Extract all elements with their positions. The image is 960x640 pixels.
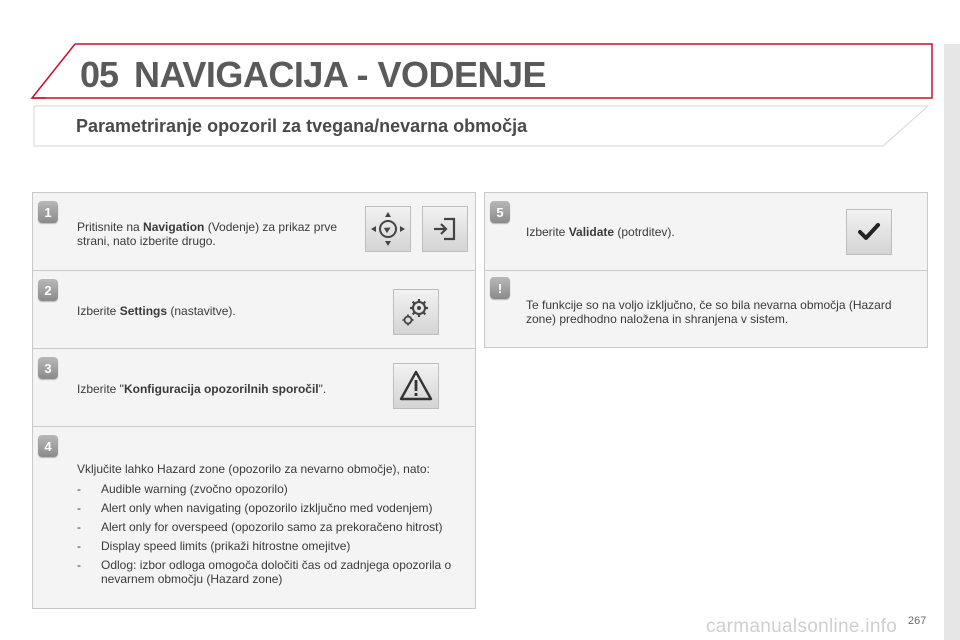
option-label: Audible warning (zvočno opozorilo) [101, 482, 288, 496]
steps-panel-right [484, 192, 928, 348]
note-exclamation-icon: ! [490, 277, 510, 299]
step-row-1 [33, 193, 475, 271]
option-label: Alert only for overspeed (opozorilo samo za prekoračeno hitrost) [101, 520, 443, 534]
list-dash: - [77, 539, 81, 553]
navigation-joystick-icon [368, 209, 408, 249]
step-1-bold: Navigation [143, 220, 205, 234]
list-dash: - [77, 520, 81, 534]
step-5-text-before: Izberite [526, 225, 569, 239]
hazard-option-list [77, 482, 473, 586]
step-2-bold: Settings [119, 304, 168, 318]
step-text-4 [77, 462, 473, 591]
hazard-alerts-button[interactable] [393, 363, 439, 409]
settings-gears-icon [398, 294, 434, 330]
settings-button[interactable] [393, 289, 439, 335]
section-title: Parametriranje opozoril za tvegana/nevarna območja [76, 116, 528, 136]
step-1-text-after: (Vodenje) za prikaz prve strani, nato izberite drugo. [77, 220, 338, 248]
step-2-text-after: (nastavitve). [167, 304, 236, 318]
chapter-number: 05 [80, 54, 119, 95]
step-text-3 [77, 382, 377, 396]
note-text: Te funkcije so na voljo izključno, če so bila nevarna območja (Hazard zone) predhodno naložena in shranjena v sistem. [526, 298, 892, 326]
list-dash: - [77, 501, 81, 515]
step-text-2 [77, 304, 347, 318]
navigation-button[interactable] [365, 206, 411, 252]
step-badge-2: 2 [38, 279, 58, 301]
checkmark-icon [855, 218, 883, 246]
step-3-bold: Konfiguracija opozorilnih sporočil [123, 382, 319, 396]
step-row-2 [33, 271, 475, 349]
hazard-option [77, 539, 473, 553]
hazard-option [77, 520, 473, 534]
step-1-text-before: Pritisnite na [77, 220, 144, 234]
step-5-bold: Validate [568, 225, 615, 239]
step-5-text-after: (potrditev). [614, 225, 675, 239]
option-label: Display speed limits (prikaži hitrostne omejitve) [101, 539, 351, 553]
validate-button[interactable] [846, 209, 892, 255]
option-label: Odlog: izbor odloga omogoča določiti čas od zadnjega opozorila o nevarnem območju (Hazard zone) [101, 558, 452, 586]
hazard-option [77, 501, 473, 515]
watermark: carmanualsonline.info [706, 616, 898, 637]
step-text-1 [77, 220, 347, 248]
list-dash: - [77, 482, 81, 496]
step-text-5 [526, 225, 826, 239]
list-dash: - [77, 558, 81, 572]
page-next-button[interactable] [422, 206, 468, 252]
chapter-title: NAVIGACIJA - VODENJE [134, 54, 547, 95]
note-row [485, 271, 927, 349]
step-badge-3: 3 [38, 357, 58, 379]
page-next-icon [430, 214, 460, 244]
step-row-3 [33, 349, 475, 427]
step-row-4 [33, 427, 475, 609]
hazard-option [77, 558, 473, 586]
step-row-5 [485, 193, 927, 271]
step-badge-1: 1 [38, 201, 58, 223]
step-badge-5: 5 [490, 201, 510, 223]
steps-panel-left [32, 192, 476, 609]
step-badge-4: 4 [38, 435, 58, 457]
warning-triangle-icon [398, 369, 434, 403]
step-3-text-before: Izberite " [77, 382, 124, 396]
step-4-intro: Vključite lahko Hazard zone (opozorilo za nevarno območje), nato: [77, 462, 430, 476]
option-label: Alert only when navigating (opozorilo izključno med vodenjem) [101, 501, 433, 515]
hazard-option [77, 482, 473, 496]
step-3-text-after: ". [318, 382, 327, 396]
page-number: 267 [908, 615, 927, 627]
step-2-text-before: Izberite [77, 304, 120, 318]
